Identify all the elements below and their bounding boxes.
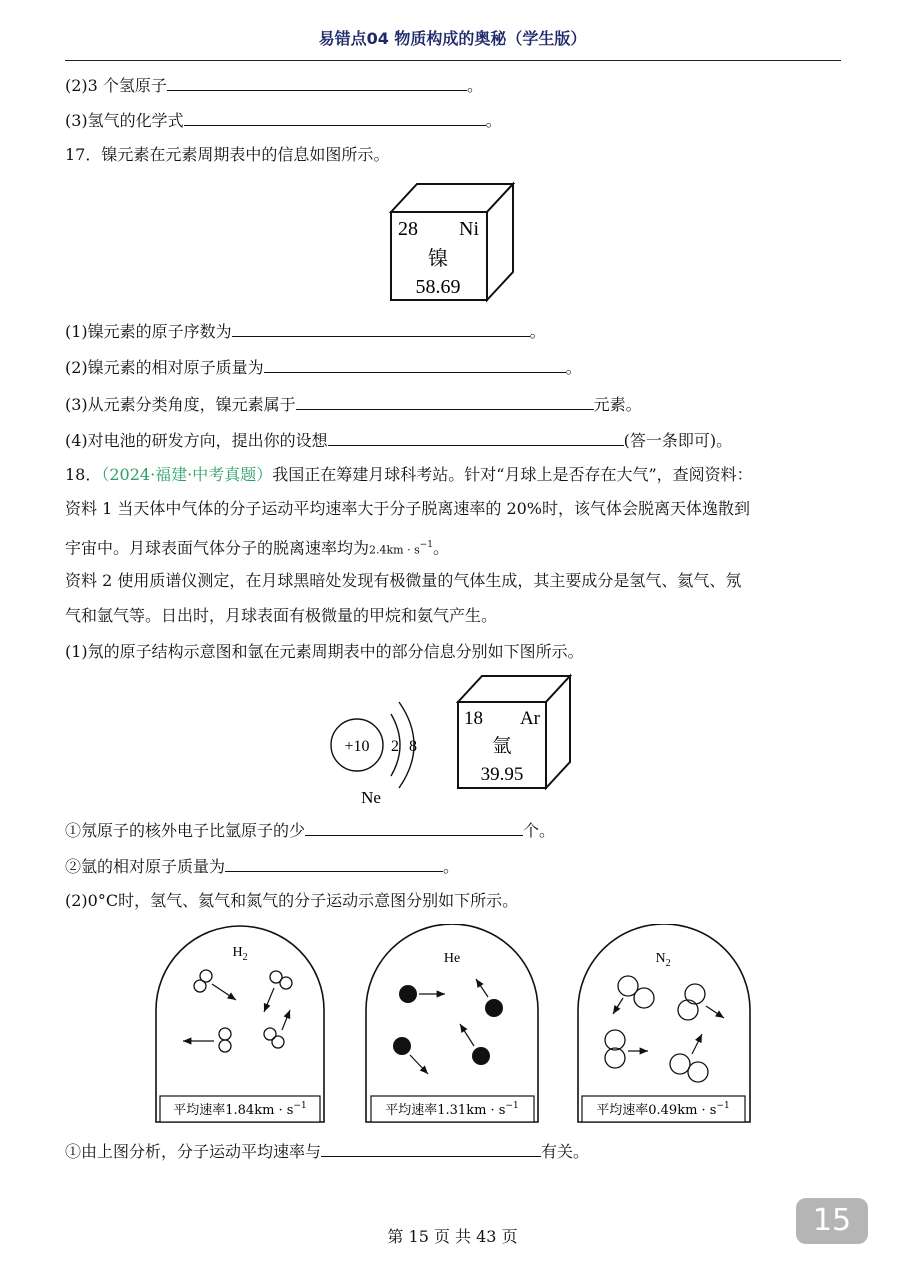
helium-formula: He	[443, 951, 461, 966]
nickel-name: 镍	[428, 246, 448, 270]
question-text: (2)镍元素的相对原子质量为	[65, 358, 264, 377]
helium-container	[366, 924, 538, 1122]
answer-blank[interactable]	[328, 429, 624, 446]
question-line	[65, 855, 459, 878]
nitrogen-container	[578, 924, 750, 1122]
argon-symbol: Ar	[519, 708, 540, 729]
question-text: (3)从元素分类角度，镍元素属于	[65, 395, 296, 414]
header-divider	[65, 60, 841, 61]
punct: 。	[565, 358, 582, 377]
nitrogen-speed-label: 平均速率$0.49km \cdot s^{-1}$	[596, 1101, 730, 1118]
punct: 元素。	[593, 395, 642, 414]
hydrogen-formula: $H_2$	[232, 945, 248, 963]
escape-speed-value: 2.4km · s	[369, 543, 420, 557]
material-2-line-2: 气和氩气等。日出时，月球表面有极微量的甲烷和氨气产生。	[65, 606, 498, 625]
question-line	[65, 356, 582, 379]
punct: 有关。	[541, 1142, 590, 1161]
question-number: 18．	[65, 465, 102, 484]
answer-blank[interactable]	[232, 320, 530, 337]
punct: 。	[485, 111, 502, 130]
material-1-line-1: 资料 1 当天体中气体的分子运动平均速率大于分子脱离速率的 20%时，该气体会脱离天体逸散到	[65, 499, 751, 518]
question-text: ①氖原子的核外电子比氩原子的少	[65, 821, 306, 840]
punct: 。	[433, 538, 450, 558]
answer-blank[interactable]	[264, 356, 566, 373]
answer-blank[interactable]	[167, 74, 467, 91]
punct: 个。	[523, 821, 556, 840]
neon-atom-diagram	[325, 692, 435, 810]
helium-atom	[399, 985, 417, 1003]
argon-atomic-number: 18	[464, 708, 483, 729]
answer-blank[interactable]	[321, 1140, 541, 1157]
nitrogen-formula: $N_2$	[655, 951, 671, 969]
argon-element-cube	[452, 672, 577, 792]
answer-blank[interactable]	[296, 393, 594, 410]
molecule-motion-diagram	[150, 924, 755, 1129]
question-line	[65, 429, 732, 452]
question-18-part-2: (2)0°C时，氢气、氦气和氮气的分子运动示意图分别如下所示。	[65, 891, 519, 910]
shell-2-electrons: 8	[409, 738, 417, 755]
answer-blank[interactable]	[225, 855, 443, 872]
page-header-title: 易错点04 物质构成的奥秘（学生版）	[318, 29, 587, 48]
hydrogen-speed-label: 平均速率$1.84km \cdot s^{-1}$	[173, 1101, 307, 1118]
punct: (答一条即可)。	[623, 431, 733, 450]
question-17-stem: 17．镍元素在元素周期表中的信息如图所示。	[65, 145, 390, 164]
question-text: (1)镍元素的原子序数为	[65, 322, 232, 341]
helium-atom	[472, 1047, 490, 1065]
neon-symbol-label: Ne	[361, 788, 381, 807]
page-footer: 第 15 页 共 43 页	[387, 1227, 518, 1246]
question-18-part-1: (1)氖的原子结构示意图和氩在元素周期表中的部分信息分别如下图所示。	[65, 642, 584, 661]
punct: 。	[529, 322, 546, 341]
question-line	[65, 393, 642, 416]
page-number-badge: 15	[796, 1198, 868, 1244]
answer-blank[interactable]	[305, 819, 523, 836]
nickel-mass: 58.69	[415, 276, 461, 298]
question-text: (2)3 个氢原子	[65, 76, 167, 95]
shell-1-electrons: 2	[391, 738, 399, 755]
question-line	[65, 819, 555, 842]
nickel-element-cube	[385, 180, 520, 305]
question-text: (3)氢气的化学式	[65, 111, 184, 130]
question-line	[65, 109, 502, 132]
question-text: ①由上图分析，分子运动平均速率与	[65, 1142, 322, 1161]
helium-atom	[485, 999, 503, 1017]
punct: 。	[443, 857, 460, 876]
question-text: 我国正在筹建月球科考站。针对“月球上是否存在大气”，查阅资料：	[272, 465, 753, 484]
argon-name: 氩	[492, 735, 512, 757]
question-text: ②氩的相对原子质量为	[65, 857, 226, 876]
question-line	[65, 74, 483, 97]
helium-atom	[393, 1037, 411, 1055]
material-1-line-2	[65, 534, 449, 561]
nickel-symbol: Ni	[459, 218, 479, 240]
question-text: 宇宙中。月球表面气体分子的脱离速率均为	[65, 538, 370, 558]
question-text: (4)对电池的研发方向，提出你的设想	[65, 431, 328, 450]
answer-blank[interactable]	[184, 109, 486, 126]
question-source: （2024·福建·中考真题）	[101, 465, 273, 484]
question-line	[65, 320, 546, 343]
material-2-line-1: 资料 2 使用质谱仪测定，在月球黑暗处发现有极微量的气体生成，其主要成分是氢气、氦气、氖	[65, 571, 742, 590]
question-18-stem	[65, 464, 753, 486]
hydrogen-container	[156, 926, 324, 1122]
punct: 。	[466, 76, 483, 95]
neon-nuclear-charge: +10	[344, 738, 370, 755]
question-line	[65, 1140, 589, 1163]
nickel-atomic-number: 28	[398, 218, 418, 240]
unit-exponent: −1	[419, 540, 434, 550]
argon-mass: 39.95	[480, 764, 524, 785]
helium-speed-label: 平均速率$1.31km \cdot s^{-1}$	[385, 1101, 519, 1118]
